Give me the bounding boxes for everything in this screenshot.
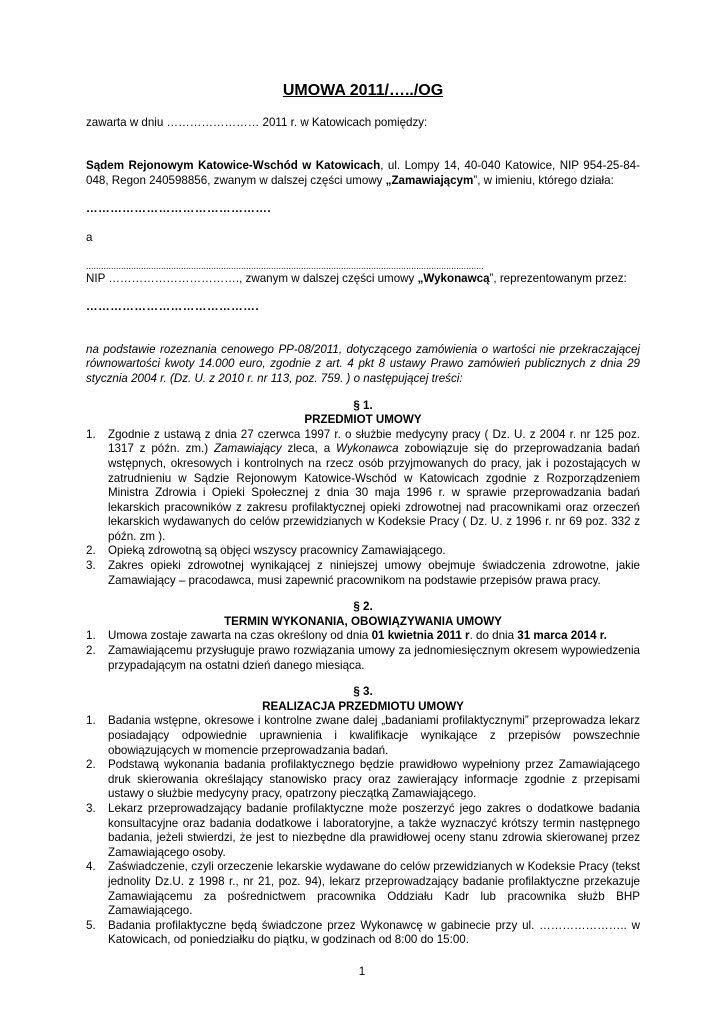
item-text: Badania wstępne, okresowe i kontrolne zwane dalej „badaniami profilaktycznymi” przeprowadza lekarz posiadający odpowiednie uprawnienia i kwalifikacje wynikające z przepisów powszechnie obowiązujących w momencie przeprowadzania badań. [108,714,640,757]
item-number: 1. [86,714,96,728]
section-2-heading: TERMIN WYKONANIA, OBOWIĄZYWANIA UMOWY [224,614,502,628]
party2-paragraph [86,272,640,287]
item-number: 1. [86,427,96,441]
intro-line: zawarta w dniu …………………… 2011 r. w Katowicach pomiędzy: [86,115,428,129]
section-1-list [86,428,640,589]
document-body [86,84,640,948]
list-item [86,629,640,644]
section-3-number: § 3. [353,685,373,699]
item-italic-term: Wykonawca [336,442,399,456]
item-italic-term: Zamawiający [214,442,282,456]
list-item [86,758,640,802]
item-number: 3. [86,559,96,573]
item-number: 5. [86,918,96,932]
party1-text2: ”, w imieniu, którego działa: [473,173,614,187]
legal-basis: na podstawie rozeznania cenowego PP-08/2011, dotyczącego zamówienia o wartości nie przekraczającej równowartości kwoty 14.000 euro, zgodnie z art. 4 pkt 8 ustawy Prawo zamówień publicznych z dnia 29 stycznia 2004 r. (Dz. U. z 2010 r. nr 113, poz. 759. ) o następującej treści: [86,342,640,385]
signatory1-placeholder: ………………………………………. [86,202,272,216]
party2-role: „Wykonawcą [417,271,490,285]
list-item [86,802,640,860]
item-text: zleca, a [281,442,337,456]
party2-text2: ”, reprezentowanym przez: [489,271,627,285]
page-number: 1 [358,965,366,978]
list-item [86,544,640,559]
signatory2-placeholder: ……………………………………. [86,300,260,314]
item-number: 4. [86,860,96,874]
item-text: Opieką zdrowotną są objęci wszyscy pracownicy Zamawiającego. [108,544,446,558]
list-item [86,644,640,673]
list-item [86,428,640,545]
section-1 [86,399,640,589]
section-3-list [86,714,640,948]
section-3 [86,685,640,948]
party1-name: Sądem Rejonowym Katowice-Wschód w Katowicach [86,159,381,173]
party1-role: „Zamawiającym [385,173,474,187]
section-2-number: § 2. [353,600,373,614]
conjunction: a [86,230,93,244]
section-1-number: § 1. [353,398,373,412]
party2-dotted-line: ............................................................................................................................................................... [86,260,484,271]
end-date: 31 marca 2014 r. [517,629,607,643]
item-text: Lekarz przeprowadzający badanie profilaktyczne może poszerzyć jego zakres o dodatkowe badania konsultacyjne oraz badania dodatkowe i laboratoryjne, a także wyznaczyć krótszy termin następnego badania, jeżeli stwierdzi, że jest to niezbędne dla prawidłowej oceny stanu zdrowia skierowanej przez Zamawiającego osoby. [108,801,640,859]
item-number: 2. [86,644,96,658]
start-date: 01 kwietnia 2011 r [371,629,470,643]
contract-title: UMOWA 2011/…../OG [282,82,444,99]
section-3-heading: REALIZACJA PRZEDMIOTU UMOWY [262,699,464,713]
list-item [86,919,640,948]
party2-text1: NIP ……………………………., zwanym w dalszej części umowy [86,271,418,285]
item-number: 2. [86,758,96,772]
item-number: 3. [86,801,96,815]
item-text: Umowa zostaje zawarta na czas określony od dnia [108,629,372,643]
section-2-list [86,629,640,673]
item-text: zobowiązuje się do przeprowadzania badań wstępnych, okresowych i kontrolnych na rzecz osób przyjmowanych do pracy, jak i pozostających w zatrudnieniu w Sądzie Rejonowym Katowice-Wschód w Katowicach zgodnie z Rozporządzeniem Ministra Zdrowia i Opieki Społecznej z dnia 30 maja 1996 r. w sprawie przeprowadzania badań lekarskich pracowników z zakresu profilaktycznej opieki zdrowotnej nad pracownikami oraz orzeczeń lekarskich wydawanych do celów przewidzianych w Kodeksie Pracy ( Dz. U. z 1996 r. nr 69 poz. 332 z późn. zm ). [108,442,640,543]
item-text: Zgodnie z ustawą z dnia 27 czerwca 1997 r. o służbie medycyny pracy ( Dz. U. z 2004 r. nr 125 poz. 1317 z późn. zm.) [108,427,640,456]
item-number: 2. [86,544,96,558]
list-item [86,714,640,758]
section-1-heading: PRZEDMIOT UMOWY [304,413,422,427]
party1-text1: , ul. Lompy 14, 40-040 Katowice, NIP 954-25-84-048, Regon 240598856, zwanym w dalszej części umowy [86,159,640,187]
item-number: 1. [86,629,96,643]
item-text: Podstawą wykonania badania profilaktycznego będzie prawidłowo wypełniony przez Zamawiającego druk skierowania określający stanowisko pracy oraz zawierający informacje zgodnie z przepisami ustawy o służbie medycyny pracy, opatrzony pieczątką Zamawiającego. [108,758,640,801]
item-text: Zaświadczenie, czyli orzeczenie lekarskie wydawane do celów przewidzianych w Kodeksie Pracy (tekst jednolity Dz.U. z 1998 r., nr 21, poz. 94), lekarz przeprowadzający badanie profilaktyczne przekazuje Zamawiającemu za pośrednictwem pracownika Oddziału Kadr lub pracownika służb BHP Zamawiającego. [108,860,640,918]
item-text: Badania profilaktyczne będą świadczone przez Wykonawcę w gabinecie przy ul. ………………….. w Katowicach, od poniedziałku do piątku, w godzinach od 8:00 do 15:00. [108,918,640,947]
item-text: Zakres opieki zdrowotnej wynikającej z niniejszej umowy obejmuje świadczenia zdrowotne, jakie Zamawiający – pracodawca, musi zapewnić pracownikom na podstawie przepisów prawa pracy. [108,559,640,587]
party1-paragraph [86,159,640,188]
item-text: . do dnia [469,629,518,643]
item-text: Zamawiającemu przysługuje prawo rozwiązania umowy za jednomiesięcznym okresem wypowiedzenia przypadającym na ostatni dzień danego miesiąca. [108,644,640,672]
section-2 [86,600,640,673]
list-item [86,860,640,918]
list-item [86,559,640,588]
